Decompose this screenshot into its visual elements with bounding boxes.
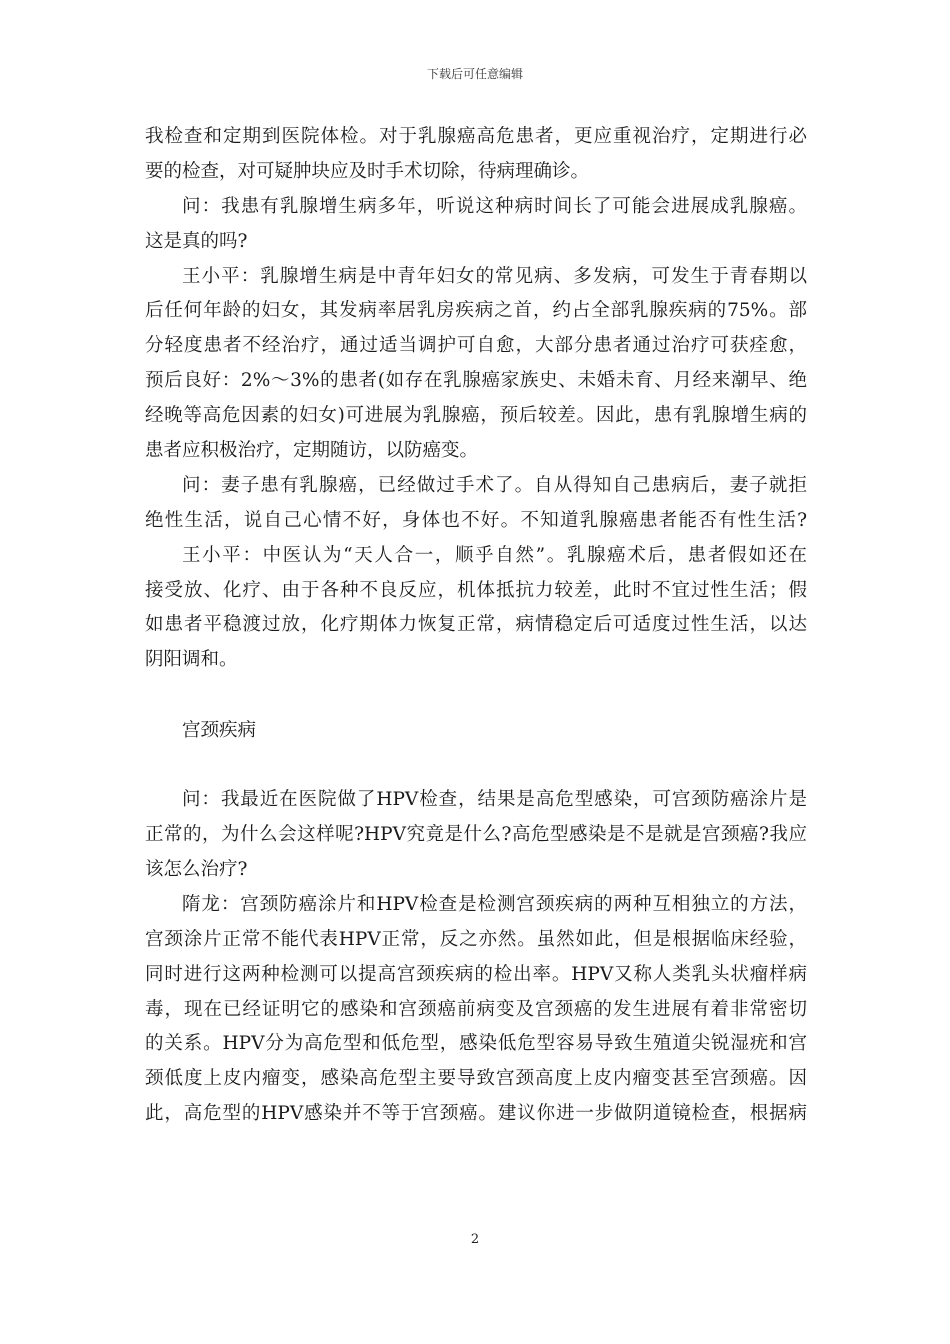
text-line: 此，高危型的HPV感染并不等于宫颈癌。建议你进一步做阴道镜检查，根据病 [145, 1103, 807, 1125]
text-line: 隋龙：宫颈防癌涂片和HPV检查是检测宫颈疾病的两种互相独立的方法， [182, 893, 807, 915]
text-line: 分轻度患者不经治疗，通过适当调护可自愈，大部分患者通过治疗可获痊愈， [145, 335, 807, 357]
text-line: 问：我最近在医院做了HPV检查，结果是高危型感染，可宫颈防癌涂片是 [182, 789, 807, 811]
text-line: 这是真的吗? [145, 230, 248, 252]
text-line: 颈低度上皮内瘤变，感染高危型主要导致宫颈高度上皮内瘤变甚至宫颈癌。因 [145, 1068, 807, 1090]
text-line: 毒，现在已经证明它的感染和宫颈癌前病变及宫颈癌的发生进展有着非常密切 [145, 998, 807, 1020]
page-header: 下载后可任意编辑 [426, 67, 523, 81]
text-line: 如患者平稳渡过放，化疗期体力恢复正常，病情稳定后可适度过性生活，以达 [145, 614, 807, 636]
text-line: 我检查和定期到医院体检。对于乳腺癌高危患者，更应重视治疗，定期进行必 [145, 126, 807, 147]
body-text [145, 120, 807, 1132]
text-line: 该怎么治疗? [145, 859, 248, 881]
text-line: 的关系。HPV分为高危型和低危型，感染低危型容易导致生殖道尖锐湿疣和宫 [145, 1033, 807, 1055]
text-line: 后任何年龄的妇女，其发病率居乳房疾病之首，约占全部乳腺疾病的75%。部 [145, 300, 807, 322]
text-line: 预后良好：2%～3%的患者(如存在乳腺癌家族史、未婚未育、月经来潮早、绝 [145, 370, 807, 392]
text-line: 绝性生活，说自己心情不好，身体也不好。不知道乳腺癌患者能否有性生活? [145, 509, 807, 531]
text-line: 正常的，为什么会这样呢?HPV究竟是什么?高危型感染是不是就是宫颈癌?我应 [145, 824, 807, 846]
text-line: 要的检查，对可疑肿块应及时手术切除，待病理确诊。 [145, 160, 590, 182]
text-line: 患者应积极治疗，定期随访，以防癌变。 [145, 440, 479, 462]
text-line: 经晚等高危因素的妇女)可进展为乳腺癌，预后较差。因此，患有乳腺增生病的 [145, 405, 807, 427]
text-line: 接受放、化疗、由于各种不良反应，机体抵抗力较差，此时不宜过性生活；假 [145, 579, 807, 601]
text-line: 王小平：乳腺增生病是中青年妇女的常见病、多发病，可发生于青春期以 [182, 265, 807, 287]
text-line: 王小平：中医认为“天人合一，顺乎自然”。乳腺癌术后，患者假如还在 [182, 544, 807, 566]
section-heading: 宫颈疾病 [182, 720, 257, 742]
text-line: 宫颈涂片正常不能代表HPV正常，反之亦然。虽然如此，但是根据临床经验， [145, 928, 807, 950]
text-line: 阴阳调和。 [145, 649, 238, 671]
page-number: 2 [470, 1232, 480, 1247]
text-line: 同时进行这两种检测可以提高宫颈疾病的检出率。HPV又称人类乳头状瘤样病 [145, 963, 807, 985]
text-line: 问：妻子患有乳腺癌，已经做过手术了。自从得知自己患病后，妻子就拒 [182, 474, 807, 496]
text-line: 问：我患有乳腺增生病多年，听说这种病时间长了可能会进展成乳腺癌。 [182, 195, 807, 217]
